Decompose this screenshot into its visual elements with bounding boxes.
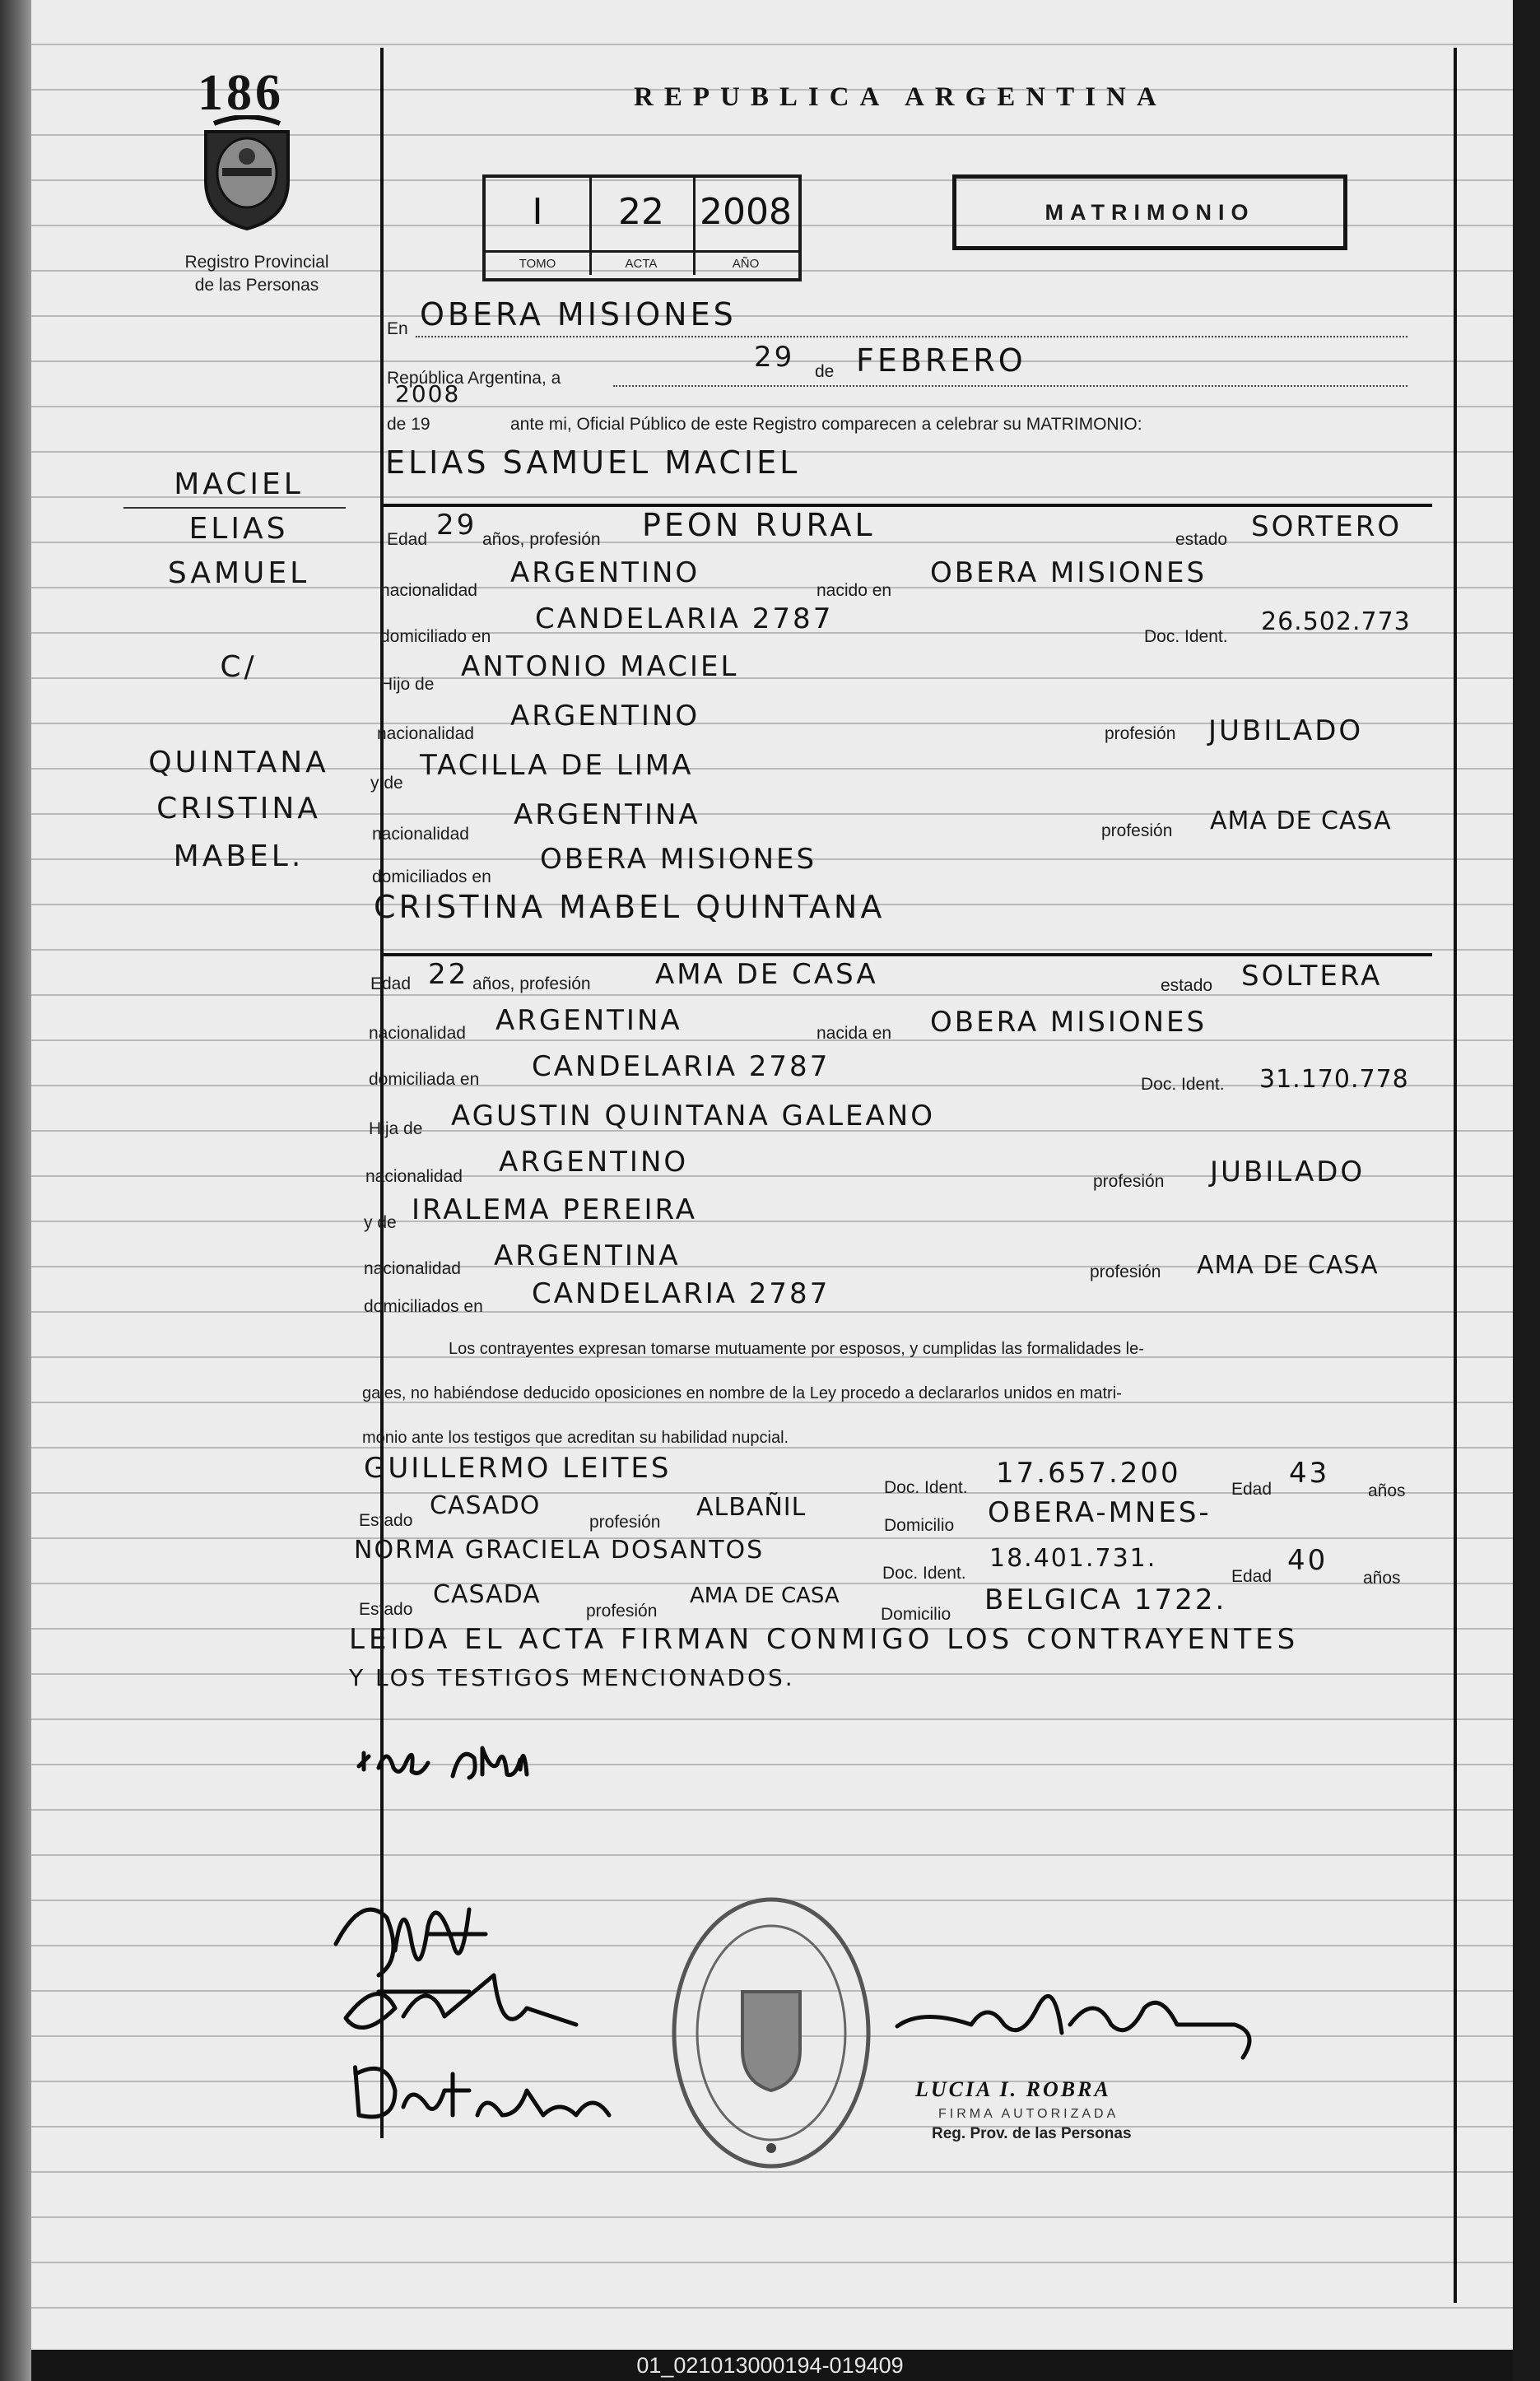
groom-padre-prof-label: profesión xyxy=(1105,724,1176,743)
bride-padre: AGUSTIN QUINTANA GALEANO xyxy=(451,1100,935,1132)
closing-line1: LEIDA EL ACTA FIRMAN CONMIGO LOS CONTRAYENTES xyxy=(349,1623,1300,1656)
scan-identifier: 01_021013000194-019409 xyxy=(636,2353,904,2378)
margin-note: ELIAS xyxy=(188,512,289,546)
groom-edad: 29 xyxy=(436,509,477,542)
bride-padre-prof-label: profesión xyxy=(1093,1172,1165,1191)
de-label: de xyxy=(815,362,835,381)
ano-label: AÑO xyxy=(693,250,798,277)
groom-name: ELIAS SAMUEL MACIEL xyxy=(385,444,801,481)
signatures xyxy=(329,1728,1482,2140)
acta-reference-box xyxy=(482,174,802,281)
groom-estado: SORTERO xyxy=(1251,510,1403,543)
margin-note: QUINTANA xyxy=(148,746,329,779)
bride-estado: SOLTERA xyxy=(1241,960,1383,993)
groom-estado-label: estado xyxy=(1175,530,1228,549)
bride-nacida-label: nacida en xyxy=(817,1024,892,1043)
official-name: LUCIA I. ROBRA xyxy=(915,2077,1111,2101)
bride-edad: 22 xyxy=(428,958,469,991)
declaration-line3: monio ante los testigos que acreditan su habilidad nupcial. xyxy=(362,1429,789,1447)
signature-stroke xyxy=(897,1996,1249,2058)
groom-padre-prof: JUBILADO xyxy=(1208,714,1364,747)
bride-madre-prof-label: profesión xyxy=(1090,1263,1161,1281)
country-title: REPUBLICA ARGENTINA xyxy=(634,82,1167,112)
tomo-value: I xyxy=(532,191,543,233)
witness1-anos-label: años xyxy=(1368,1481,1406,1500)
groom-padres-dom: OBERA MISIONES xyxy=(540,843,817,876)
ano-cell xyxy=(693,178,798,275)
bride-dom-label: domiciliada en xyxy=(369,1070,480,1089)
margin-rule xyxy=(123,507,346,509)
groom-madre-prof-label: profesión xyxy=(1101,821,1173,840)
signature-stroke xyxy=(336,1909,486,1975)
bride-madre-label: y de xyxy=(364,1213,397,1232)
groom-nacido: OBERA MISIONES xyxy=(930,556,1207,589)
witness1-estado: CASADO xyxy=(430,1491,541,1520)
witness2-estado-label: Estado xyxy=(359,1600,413,1619)
bride-nacionalidad: ARGENTINA xyxy=(495,1004,682,1037)
groom-madre-prof: AMA DE CASA xyxy=(1210,807,1392,835)
coat-of-arms-icon xyxy=(198,115,296,230)
bride-madre-nac-label: nacionalidad xyxy=(364,1259,461,1278)
bride-doc-label: Doc. Ident. xyxy=(1141,1075,1225,1094)
witness2-domicilio: BELGICA 1722. xyxy=(984,1583,1227,1616)
witness2-edad: 40 xyxy=(1287,1544,1328,1577)
bride-padre-nac-label: nacionalidad xyxy=(365,1167,463,1186)
witness1-doc-label: Doc. Ident. xyxy=(884,1478,968,1497)
signature-stroke xyxy=(356,2067,610,2117)
margin-note: C/ xyxy=(220,650,258,684)
bride-padre-label: Hija de xyxy=(369,1119,423,1138)
acta-value: 22 xyxy=(618,191,664,233)
bride-doc: 31.170.778 xyxy=(1259,1065,1409,1094)
groom-madre-nac: ARGENTINA xyxy=(514,798,700,831)
groom-domicilio: CANDELARIA 2787 xyxy=(535,602,834,635)
groom-nac-label: nacionalidad xyxy=(380,581,477,600)
witness2-estado: CASADA xyxy=(433,1580,541,1609)
bride-nacida: OBERA MISIONES xyxy=(930,1006,1207,1039)
year-label: de 19 xyxy=(387,415,430,434)
witness1-profesion: ALBAÑIL xyxy=(696,1493,807,1522)
closing-line2: Y LOS TESTIGOS MENCIONADOS. xyxy=(349,1664,795,1691)
acta-label: ACTA xyxy=(589,250,693,277)
witness2-domicilio-label: Domicilio xyxy=(881,1605,951,1624)
groom-madre-nac-label: nacionalidad xyxy=(372,825,469,844)
official-seal-icon xyxy=(668,1893,874,2173)
signature-stroke xyxy=(346,1975,576,2028)
bride-padres-dom: CANDELARIA 2787 xyxy=(532,1277,830,1310)
month: FEBRERO xyxy=(856,342,1026,379)
margin-note: SAMUEL xyxy=(167,556,310,590)
witness2-profesion-label: profesión xyxy=(586,1602,658,1621)
groom-nacionalidad: ARGENTINO xyxy=(510,556,700,589)
margin-note: MACIEL xyxy=(174,467,304,501)
bride-madre-nac: ARGENTINA xyxy=(494,1239,681,1272)
groom-padre-label: Hijo de xyxy=(380,675,435,694)
margin-note: MABEL. xyxy=(173,839,305,873)
bride-padres-dom-label: domiciliados en xyxy=(364,1297,483,1316)
tomo-label: TOMO xyxy=(486,250,589,277)
registry-line2: de las Personas xyxy=(194,276,319,295)
witness2-edad-label: Edad xyxy=(1231,1567,1272,1586)
witness1-domicilio: OBERA-MNES- xyxy=(988,1496,1212,1529)
section-divider xyxy=(380,504,1432,507)
groom-anos-profesion-label: años, profesión xyxy=(482,530,601,549)
tomo-cell xyxy=(486,178,592,275)
bride-domicilio: CANDELARIA 2787 xyxy=(532,1050,830,1083)
witness1-doc: 17.657.200 xyxy=(996,1457,1181,1490)
day: 29 xyxy=(754,341,795,374)
bride-madre-prof: AMA DE CASA xyxy=(1197,1251,1379,1280)
signature-stroke xyxy=(359,1748,527,1778)
ano-value: 2008 xyxy=(700,191,792,233)
groom-doc: 26.502.773 xyxy=(1261,607,1411,636)
groom-madre-label: y de xyxy=(370,774,403,793)
document-number: 186 xyxy=(198,65,284,121)
groom-nacido-label: nacido en xyxy=(817,581,892,600)
place-line xyxy=(416,336,1407,337)
bride-nac-label: nacionalidad xyxy=(369,1024,466,1043)
section-divider xyxy=(380,953,1432,956)
page-edge xyxy=(1513,0,1540,2381)
year-written: 2008 xyxy=(395,380,461,407)
witness2-anos-label: años xyxy=(1363,1569,1401,1588)
acta-cell xyxy=(589,178,696,275)
record-type-box: MATRIMONIO xyxy=(952,174,1347,250)
groom-padre: ANTONIO MACIEL xyxy=(461,650,739,683)
witness1-edad: 43 xyxy=(1289,1457,1330,1490)
official-title: FIRMA AUTORIZADA xyxy=(938,2107,1119,2121)
republic-label: República Argentina, a xyxy=(387,369,561,388)
witness1-profesion-label: profesión xyxy=(589,1513,661,1532)
witness1-name: GUILLERMO LEITES xyxy=(364,1452,672,1485)
declaration-line1: Los contrayentes expresan tomarse mutuamente por esposos, y cumplidas las formalidades le- xyxy=(449,1340,1144,1358)
witness1-domicilio-label: Domicilio xyxy=(884,1516,955,1535)
witness2-doc: 18.401.731. xyxy=(989,1544,1157,1573)
bride-edad-label: Edad xyxy=(370,974,412,993)
bride-padre-nac: ARGENTINO xyxy=(499,1146,689,1179)
bride-name: CRISTINA MABEL QUINTANA xyxy=(374,889,886,925)
en-label: En xyxy=(387,319,408,338)
groom-doc-label: Doc. Ident. xyxy=(1144,627,1228,646)
declaration-line2: gales, no habiéndose deducido oposiciones en nombre de la Ley procedo a declararlos unidos en matri- xyxy=(362,1384,1122,1402)
official-office: Reg. Prov. de las Personas xyxy=(932,2125,1132,2142)
bride-anos-profesion-label: años, profesión xyxy=(472,974,591,993)
witness2-profesion: AMA DE CASA xyxy=(690,1583,840,1608)
bride-estado-label: estado xyxy=(1161,976,1213,995)
groom-profesion: PEON RURAL xyxy=(642,507,876,543)
bride-madre: IRALEMA PEREIRA xyxy=(412,1193,697,1226)
statement: ante mi, Oficial Público de este Registro comparecen a celebrar su MATRIMONIO: xyxy=(510,415,1142,434)
book-binding xyxy=(0,0,31,2381)
groom-padres-dom-label: domiciliados en xyxy=(372,867,491,886)
registry-label xyxy=(158,251,356,297)
groom-madre: TACILLA DE LIMA xyxy=(420,749,694,782)
groom-padre-nac: ARGENTINO xyxy=(510,700,700,732)
witness2-doc-label: Doc. Ident. xyxy=(882,1564,966,1583)
witness1-edad-label: Edad xyxy=(1231,1480,1272,1499)
bride-profesion: AMA DE CASA xyxy=(655,958,878,991)
witness2-name: NORMA GRACIELA DOSANTOS xyxy=(354,1536,765,1565)
margin-note: CRISTINA xyxy=(156,792,321,825)
groom-dom-label: domiciliado en xyxy=(380,627,491,646)
registry-line1: Registro Provincial xyxy=(184,253,329,272)
groom-padre-nac-label: nacionalidad xyxy=(377,724,474,743)
date-line xyxy=(613,385,1407,387)
witness1-estado-label: Estado xyxy=(359,1511,413,1530)
groom-edad-label: Edad xyxy=(387,530,428,549)
bride-padre-prof: JUBILADO xyxy=(1210,1156,1366,1188)
place: OBERA MISIONES xyxy=(420,296,737,333)
